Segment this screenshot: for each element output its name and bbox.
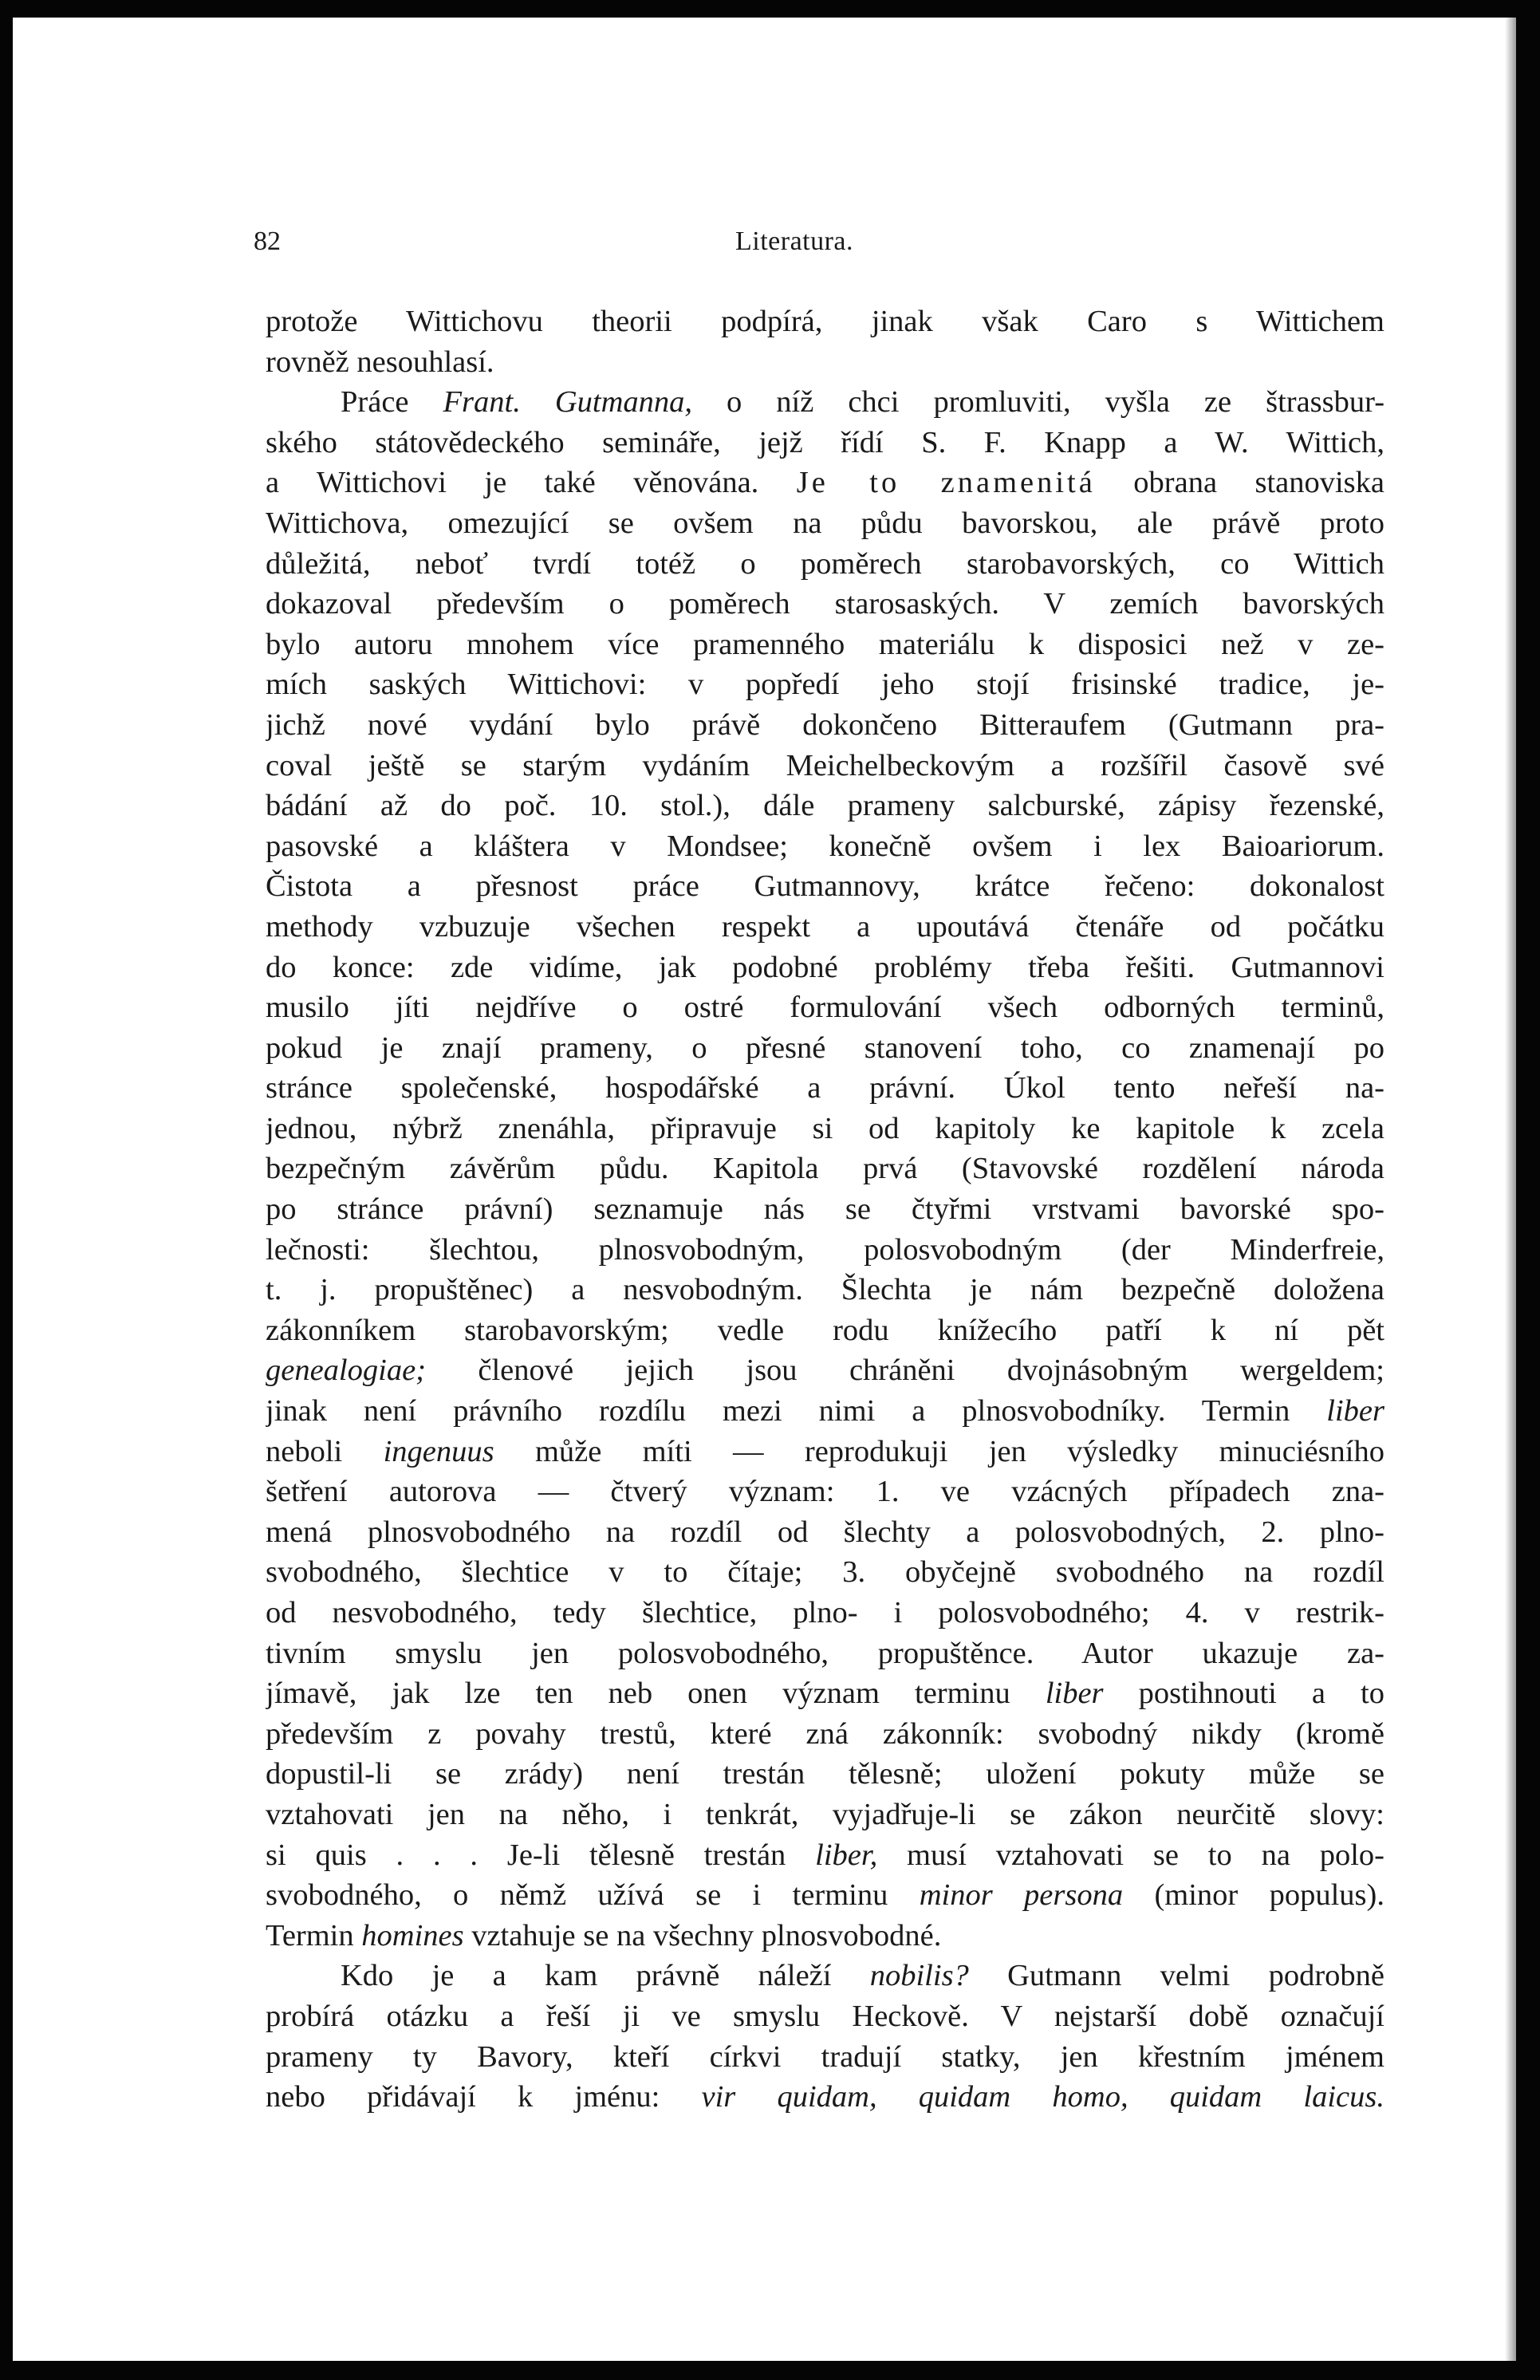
text-line — [266, 342, 1384, 383]
text-line — [266, 1633, 1384, 1674]
italic-text: homines — [361, 1918, 464, 1952]
text-line — [266, 1310, 1384, 1351]
text-segment: t. j. propuštěnec) a nesvobodným. Šlechta je nám bezpečně doložena — [266, 1273, 1384, 1307]
text-segment: po stránce právní) seznamuje nás se čtyřmi vrstvami bavorské spo- — [266, 1192, 1384, 1227]
spaced-text: Je to znamenitá — [796, 466, 1096, 500]
text-line — [266, 1189, 1384, 1230]
text-segment: vztahovati jen na něho, i tenkrát, vyjadřuje-li se zákon neurčitě slovy: — [266, 1797, 1384, 1831]
text-segment: vztahuje se na všechny plnosvobodné. — [463, 1918, 942, 1952]
text-segment: svobodného, o němž užívá se i terminu — [266, 1878, 920, 1913]
running-head: Literatura. — [735, 227, 854, 256]
text-segment: bylo autoru mnohem více pramenného materiálu k disposici než v ze- — [266, 627, 1384, 661]
text-segment: coval ještě se starým vydáním Meichelbeckovým a rozšířil časově své — [266, 748, 1384, 782]
page-number: 82 — [254, 227, 281, 256]
text-line — [266, 1230, 1384, 1271]
text-segment: si quis . . . Je-li tělesně trestán — [266, 1838, 816, 1872]
text-line — [266, 584, 1384, 625]
text-segment: jinak není právního rozdílu mezi nimi a plnosvobodníky. Termin — [266, 1394, 1327, 1428]
text-segment: důležitá, neboť tvrdí totéž o poměrech starobavorských, co Wittich — [266, 546, 1384, 581]
page-edge-shadow — [1505, 18, 1516, 2361]
italic-text: genealogiae; — [266, 1354, 426, 1388]
text-segment: tivním smyslu jen polosvobodného, propuštěnce. Autor ukazuje za- — [266, 1636, 1384, 1670]
text-line — [266, 1552, 1384, 1593]
italic-text: liber — [1326, 1394, 1384, 1428]
text-segment: zákonníkem starobavorským; vedle rodu knížecího patří k ní pět — [266, 1313, 1384, 1347]
text-segment: musilo jíti nejdříve o ostré formulování všech odborných terminů, — [266, 991, 1384, 1025]
page-header — [254, 222, 1290, 262]
text-segment: obrana stanoviska — [1095, 466, 1384, 500]
text-line — [266, 503, 1384, 544]
italic-text: liber — [1045, 1677, 1104, 1711]
text-segment: methody vzbuzuje všechen respekt a upoutává čtenáře od počátku — [266, 909, 1384, 944]
text-line — [266, 1350, 1384, 1391]
text-line — [266, 1996, 1384, 2037]
text-segment: může míti — reprodukuji jen výsledky minuciésního — [494, 1434, 1384, 1468]
text-segment: Gutmann velmi podrobně — [968, 1959, 1384, 1993]
text-line — [266, 423, 1384, 463]
italic-text: nobilis? — [869, 1959, 969, 1993]
text-segment: (minor populus). — [1123, 1878, 1384, 1913]
text-line — [266, 1875, 1384, 1916]
italic-text: vir quidam, quidam homo, quidam laicus. — [701, 2080, 1384, 2114]
text-line — [266, 987, 1384, 1028]
text-segment: šetření autorova — čtverý význam: 1. ve vzácných případech zna- — [266, 1475, 1384, 1509]
text-line — [266, 1673, 1384, 1714]
text-line — [266, 382, 1384, 423]
text-segment: neboli — [266, 1434, 384, 1468]
text-line — [266, 2037, 1384, 2078]
text-segment: lečnosti: šlechtou, plnosvobodným, polosvobodným (der Minderfreie, — [266, 1232, 1384, 1267]
text-line — [266, 1472, 1384, 1512]
text-segment: Čistota a přesnost práce Gutmannovy, krátce řečeno: dokonalost — [266, 869, 1384, 904]
text-segment: od nesvobodného, tedy šlechtice, plno- i polosvobodného; 4. v restrik- — [266, 1596, 1384, 1629]
text-line — [266, 1956, 1384, 1996]
text-segment: mích saských Wittichovi: v popředí jeho stojí frisinské tradice, je- — [266, 668, 1384, 702]
italic-text: ingenuus — [383, 1434, 494, 1468]
text-line — [266, 948, 1384, 988]
text-segment: bezpečným závěrům půdu. Kapitola prvá (Stavovské rozdělení národa — [266, 1152, 1384, 1186]
text-line — [266, 907, 1384, 948]
text-segment: především z povahy trestů, které zná zákonník: svobodný nikdy (kromě — [266, 1716, 1384, 1751]
text-line — [266, 625, 1384, 665]
text-line — [266, 705, 1384, 746]
text-line — [266, 664, 1384, 705]
text-line — [266, 1916, 1384, 1956]
text-segment: Termin — [266, 1918, 362, 1952]
text-line — [266, 463, 1384, 503]
text-line — [266, 1835, 1384, 1876]
text-segment: prameny ty Bavory, kteří církvi tradují statky, jen křestním jménem — [266, 2039, 1384, 2074]
text-line — [266, 746, 1384, 786]
text-segment: pasovské a kláštera v Mondsee; konečně ovšem i lex Baioariorum. — [266, 829, 1384, 863]
text-segment: ského státovědeckého semináře, jejž řídí S. F. Knapp a W. Wittich, — [266, 425, 1384, 459]
text-line — [266, 1149, 1384, 1189]
body-text — [266, 301, 1384, 2118]
text-line — [266, 1028, 1384, 1069]
text-segment: svobodného, šlechtice v to čítaje; 3. obyčejně svobodného na rozdíl — [266, 1555, 1384, 1590]
text-segment: rovněž nesouhlasí. — [266, 345, 494, 379]
text-line — [266, 1795, 1384, 1835]
text-segment: Práce — [341, 385, 443, 420]
text-segment: postihnouti a to — [1103, 1677, 1384, 1711]
text-segment: členové jejich jsou chráněni dvojnásobným wergeldem; — [425, 1354, 1384, 1388]
text-segment: bádání až do poč. 10. stol.), dále prameny salcburské, zápisy řezenské, — [266, 789, 1384, 823]
text-line — [266, 1754, 1384, 1795]
text-line — [266, 301, 1384, 342]
text-segment: dokazoval především o poměrech starosaských. V zemích bavorských — [266, 587, 1384, 621]
text-line — [266, 1593, 1384, 1633]
text-segment: protože Wittichovu theorii podpírá, jinak však Caro s Wittichem — [266, 305, 1384, 338]
text-line — [266, 1270, 1384, 1310]
italic-text: liber, — [815, 1838, 878, 1872]
text-segment: Kdo je a kam právně náleží — [341, 1959, 870, 1993]
text-segment: dopustil-li se zrády) není trestán tělesně; uložení pokuty může se — [266, 1757, 1384, 1791]
text-segment: a Wittichovi je také věnována. — [266, 466, 797, 500]
text-line — [266, 2077, 1384, 2118]
italic-text: minor persona — [919, 1878, 1124, 1913]
text-segment: jednou, nýbrž znenáhla, připravuje si od kapitoly ke kapitole k zcela — [266, 1111, 1384, 1145]
text-line — [266, 1714, 1384, 1755]
text-line — [266, 544, 1384, 585]
text-line — [266, 1432, 1384, 1472]
text-line — [266, 826, 1384, 867]
text-segment: musí vztahovati se to na polo- — [877, 1838, 1384, 1872]
text-line — [266, 786, 1384, 826]
text-line — [266, 1109, 1384, 1149]
text-segment: o níž chci promluviti, vyšla ze štrassbur- — [692, 385, 1384, 420]
text-segment: jímavě, jak lze ten neb onen význam terminu — [266, 1677, 1046, 1711]
text-segment: probírá otázku a řeší ji ve smyslu Heckově. V nejstarší době označují — [266, 1999, 1384, 2033]
text-segment: Wittichova, omezující se ovšem na půdu bavorskou, ale právě proto — [266, 506, 1384, 540]
text-segment: stránce společenské, hospodářské a právní. Úkol tento neřeší na- — [266, 1071, 1384, 1105]
text-segment: jichž nové vydání bylo právě dokončeno Bitteraufem (Gutmann pra- — [266, 707, 1384, 742]
italic-text: Frant. Gutmanna, — [443, 385, 693, 420]
text-line — [266, 866, 1384, 907]
text-line — [266, 1068, 1384, 1109]
text-segment: do konce: zde vidíme, jak podobné problémy třeba řešiti. Gutmannovi — [266, 950, 1384, 984]
text-segment: mená plnosvobodného na rozdíl od šlechty a polosvobodných, 2. plno- — [266, 1515, 1384, 1549]
text-line — [266, 1512, 1384, 1553]
text-segment: pokud je znají prameny, o přesné stanovení toho, co znamenají po — [266, 1030, 1384, 1065]
text-segment: nebo přidávají k jménu: — [266, 2080, 702, 2114]
text-line — [266, 1391, 1384, 1432]
